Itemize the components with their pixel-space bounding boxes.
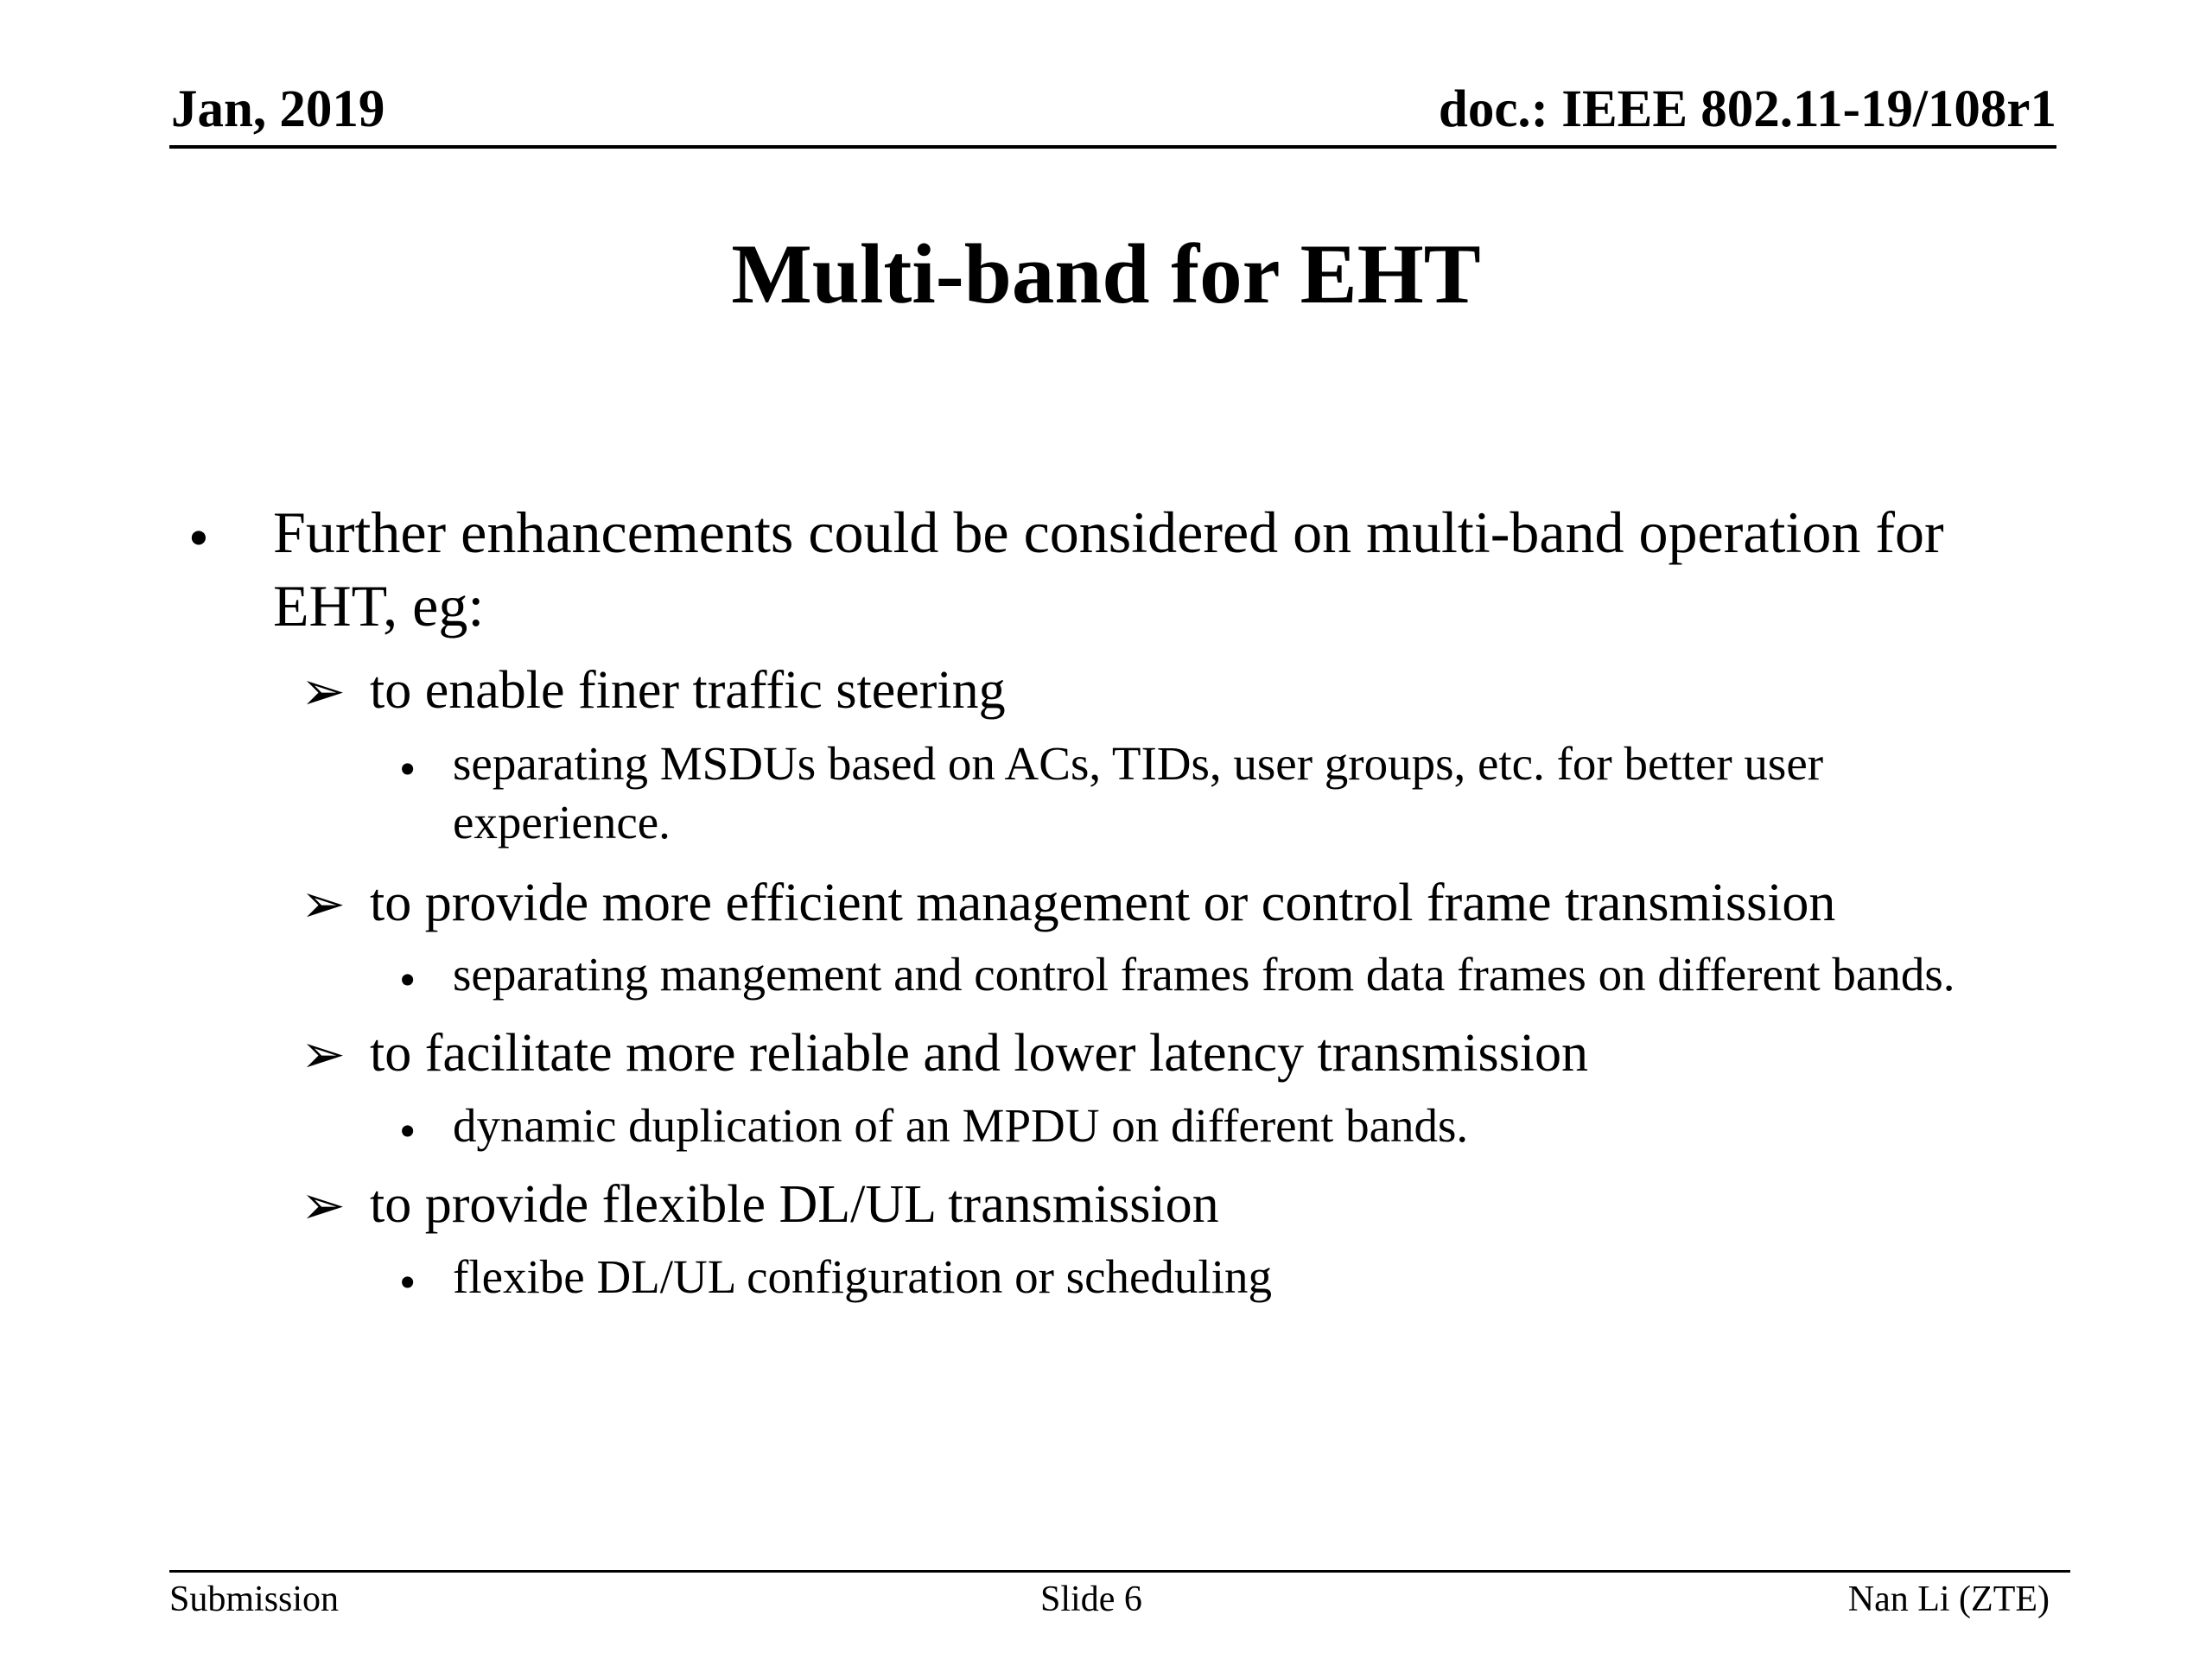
footer-divider [169, 1570, 2070, 1573]
arrow-bullet-icon: ➢ [301, 875, 346, 934]
arrow-bullet-icon: ➢ [301, 1026, 346, 1084]
header-divider [169, 145, 2056, 149]
arrow-bullet-icon: ➢ [301, 663, 346, 721]
point-4-detail-line-1: flexibe DL/UL configuration or scheduling [453, 1250, 1272, 1303]
point-2-detail-line-1: separating mangement and control frames from data frames on different bands. [453, 948, 1955, 1001]
point-4-text: to provide flexible DL/UL transmission [370, 1175, 1219, 1234]
bullet-dot-icon: • [188, 505, 209, 570]
point-1-detail-line-1: separating MSDUs based on ACs, TIDs, user groups, etc. for better user [453, 737, 1824, 790]
point-1-detail-line-2: experience. [453, 796, 671, 849]
bullet-dot-icon: • [399, 1255, 416, 1308]
header-date: Jan, 2019 [171, 80, 385, 138]
bullet-dot-icon: • [399, 1104, 416, 1157]
point-3-detail-line-1: dynamic duplication of an MPDU on different bands. [453, 1099, 1469, 1152]
arrow-bullet-icon: ➢ [301, 1177, 346, 1236]
main-bullet-line-2: EHT, eg: [273, 573, 485, 639]
point-1-text: to enable finer traffic steering [370, 661, 1006, 720]
point-2-text: to provide more efficient management or control frame transmission [370, 874, 1836, 932]
point-3-text: to facilitate more reliable and lower latency transmission [370, 1024, 1588, 1083]
slide-title: Multi-band for EHT [731, 227, 1481, 321]
bullet-dot-icon: • [399, 742, 416, 795]
header-doc-id: doc.: IEEE 802.11-19/108r1 [1438, 80, 2056, 138]
footer-submission: Submission [169, 1580, 340, 1619]
main-bullet-line-1: Further enhancements could be considered on multi-band operation for [273, 499, 1944, 565]
footer-author: Nan Li (ZTE) [1847, 1580, 2050, 1619]
bullet-dot-icon: • [399, 953, 416, 1006]
footer-slide-number: Slide 6 [1040, 1580, 1142, 1619]
